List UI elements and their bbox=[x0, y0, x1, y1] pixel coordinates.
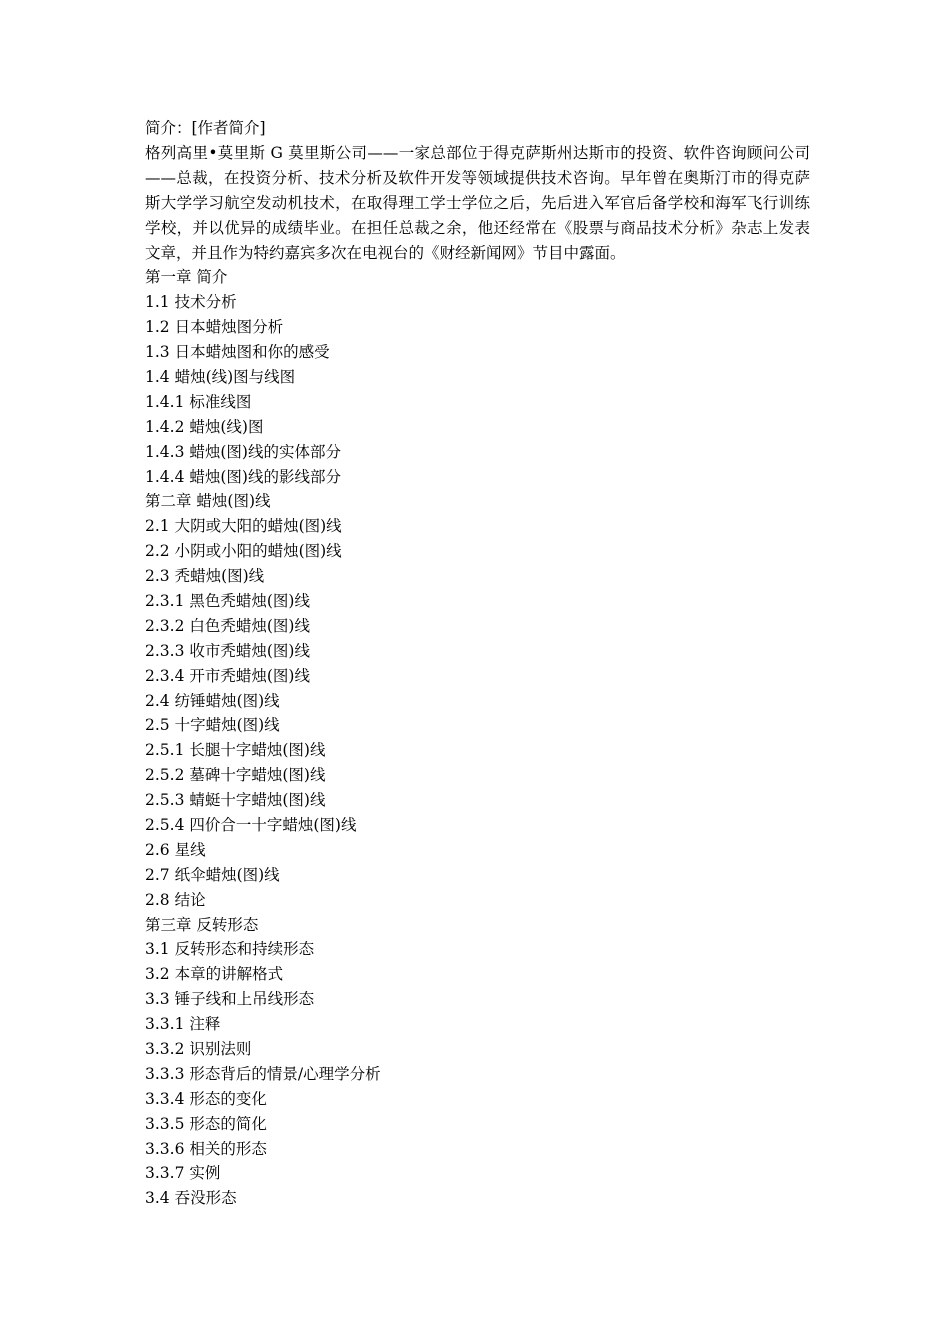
toc-entry: 3.3.2 识别法则 bbox=[145, 1040, 252, 1059]
toc-entry: 3.3.6 相关的形态 bbox=[145, 1139, 267, 1158]
toc-entry: 2.3.2 白色秃蜡烛(图)线 bbox=[145, 616, 310, 635]
toc-entry: 1.4.4 蜡烛(图)线的影线部分 bbox=[145, 467, 341, 486]
author-intro-paragraph: 格列高里•莫里斯 G 莫里斯公司——一家总部位于得克萨斯州达斯市的投资、软件咨询顾问公司——总裁，在投资分析、技术分析及软件开发等领域提供技术咨询。早年曾在奥斯汀市的得克萨斯大学学习航空发动机技术，在取得理工学士学位之后，先后进入军官后备学校和海军飞行训练学校，并以优异的成绩毕业。在担任总裁之余，他还经常在《股票与商品技术分析》杂志上发表文章，并且作为特约嘉宾多次在电视台的《财经新闻网》节目中露面。 bbox=[145, 143, 810, 262]
toc-entry: 2.3 秃蜡烛(图)线 bbox=[145, 567, 265, 586]
toc-entry: 2.8 结论 bbox=[145, 890, 206, 909]
toc-entry: 3.3.1 注释 bbox=[145, 1015, 221, 1034]
toc-entry: 2.5.2 墓碑十字蜡烛(图)线 bbox=[145, 766, 326, 785]
toc-entry: 1.4 蜡烛(线)图与线图 bbox=[145, 367, 296, 386]
toc-entry: 3.4 吞没形态 bbox=[145, 1189, 237, 1208]
toc-entry: 2.3.4 开市秃蜡烛(图)线 bbox=[145, 666, 310, 685]
toc-entry: 2.2 小阴或小阳的蜡烛(图)线 bbox=[145, 542, 342, 561]
toc-entry: 3.2 本章的讲解格式 bbox=[145, 965, 284, 984]
toc-entry: 3.3.4 形态的变化 bbox=[145, 1089, 267, 1108]
toc-entry: 2.5.3 蜻蜓十字蜡烛(图)线 bbox=[145, 791, 326, 810]
toc-entry: 2.5.4 四价合一十字蜡烛(图)线 bbox=[145, 816, 357, 835]
toc-entry: 2.5 十字蜡烛(图)线 bbox=[145, 716, 280, 735]
toc-entry: 1.4.1 标准线图 bbox=[145, 392, 252, 411]
toc-entry: 3.3.5 形态的简化 bbox=[145, 1114, 267, 1133]
toc-entry: 2.7 纸伞蜡烛(图)线 bbox=[145, 865, 280, 884]
toc-entry: 3.3.7 实例 bbox=[145, 1164, 221, 1183]
toc-entry: 1.2 日本蜡烛图分析 bbox=[145, 318, 284, 337]
toc-entry: 1.3 日本蜡烛图和你的感受 bbox=[145, 343, 330, 362]
toc-entry: 2.6 星线 bbox=[145, 840, 206, 859]
toc-entry: 3.1 反转形态和持续形态 bbox=[145, 940, 315, 959]
toc-entry: 1.4.3 蜡烛(图)线的实体部分 bbox=[145, 442, 341, 461]
toc-entry: 3.3.3 形态背后的情景/心理学分析 bbox=[145, 1064, 381, 1083]
document-body bbox=[145, 116, 810, 1211]
toc-entry: 1.4.2 蜡烛(线)图 bbox=[145, 417, 264, 436]
toc-entry: 2.4 纺锤蜡烛(图)线 bbox=[145, 691, 280, 710]
section-header: 简介：[作者简介] bbox=[145, 119, 266, 137]
toc-entry: 2.3.1 黑色秃蜡烛(图)线 bbox=[145, 592, 310, 610]
toc-entry: 2.3.3 收市秃蜡烛(图)线 bbox=[145, 641, 310, 660]
toc-entry: 3.3 锤子线和上吊线形态 bbox=[145, 990, 315, 1009]
toc-entry: 2.5.1 长腿十字蜡烛(图)线 bbox=[145, 741, 326, 760]
table-of-contents bbox=[145, 265, 810, 1211]
toc-entry: 1.1 技术分析 bbox=[145, 293, 237, 312]
toc-entry: 2.1 大阴或大阳的蜡烛(图)线 bbox=[145, 517, 342, 536]
toc-entry: 第二章 蜡烛(图)线 bbox=[145, 492, 271, 511]
toc-entry: 第一章 简介 bbox=[145, 268, 228, 287]
toc-entry: 第三章 反转形态 bbox=[145, 915, 259, 934]
